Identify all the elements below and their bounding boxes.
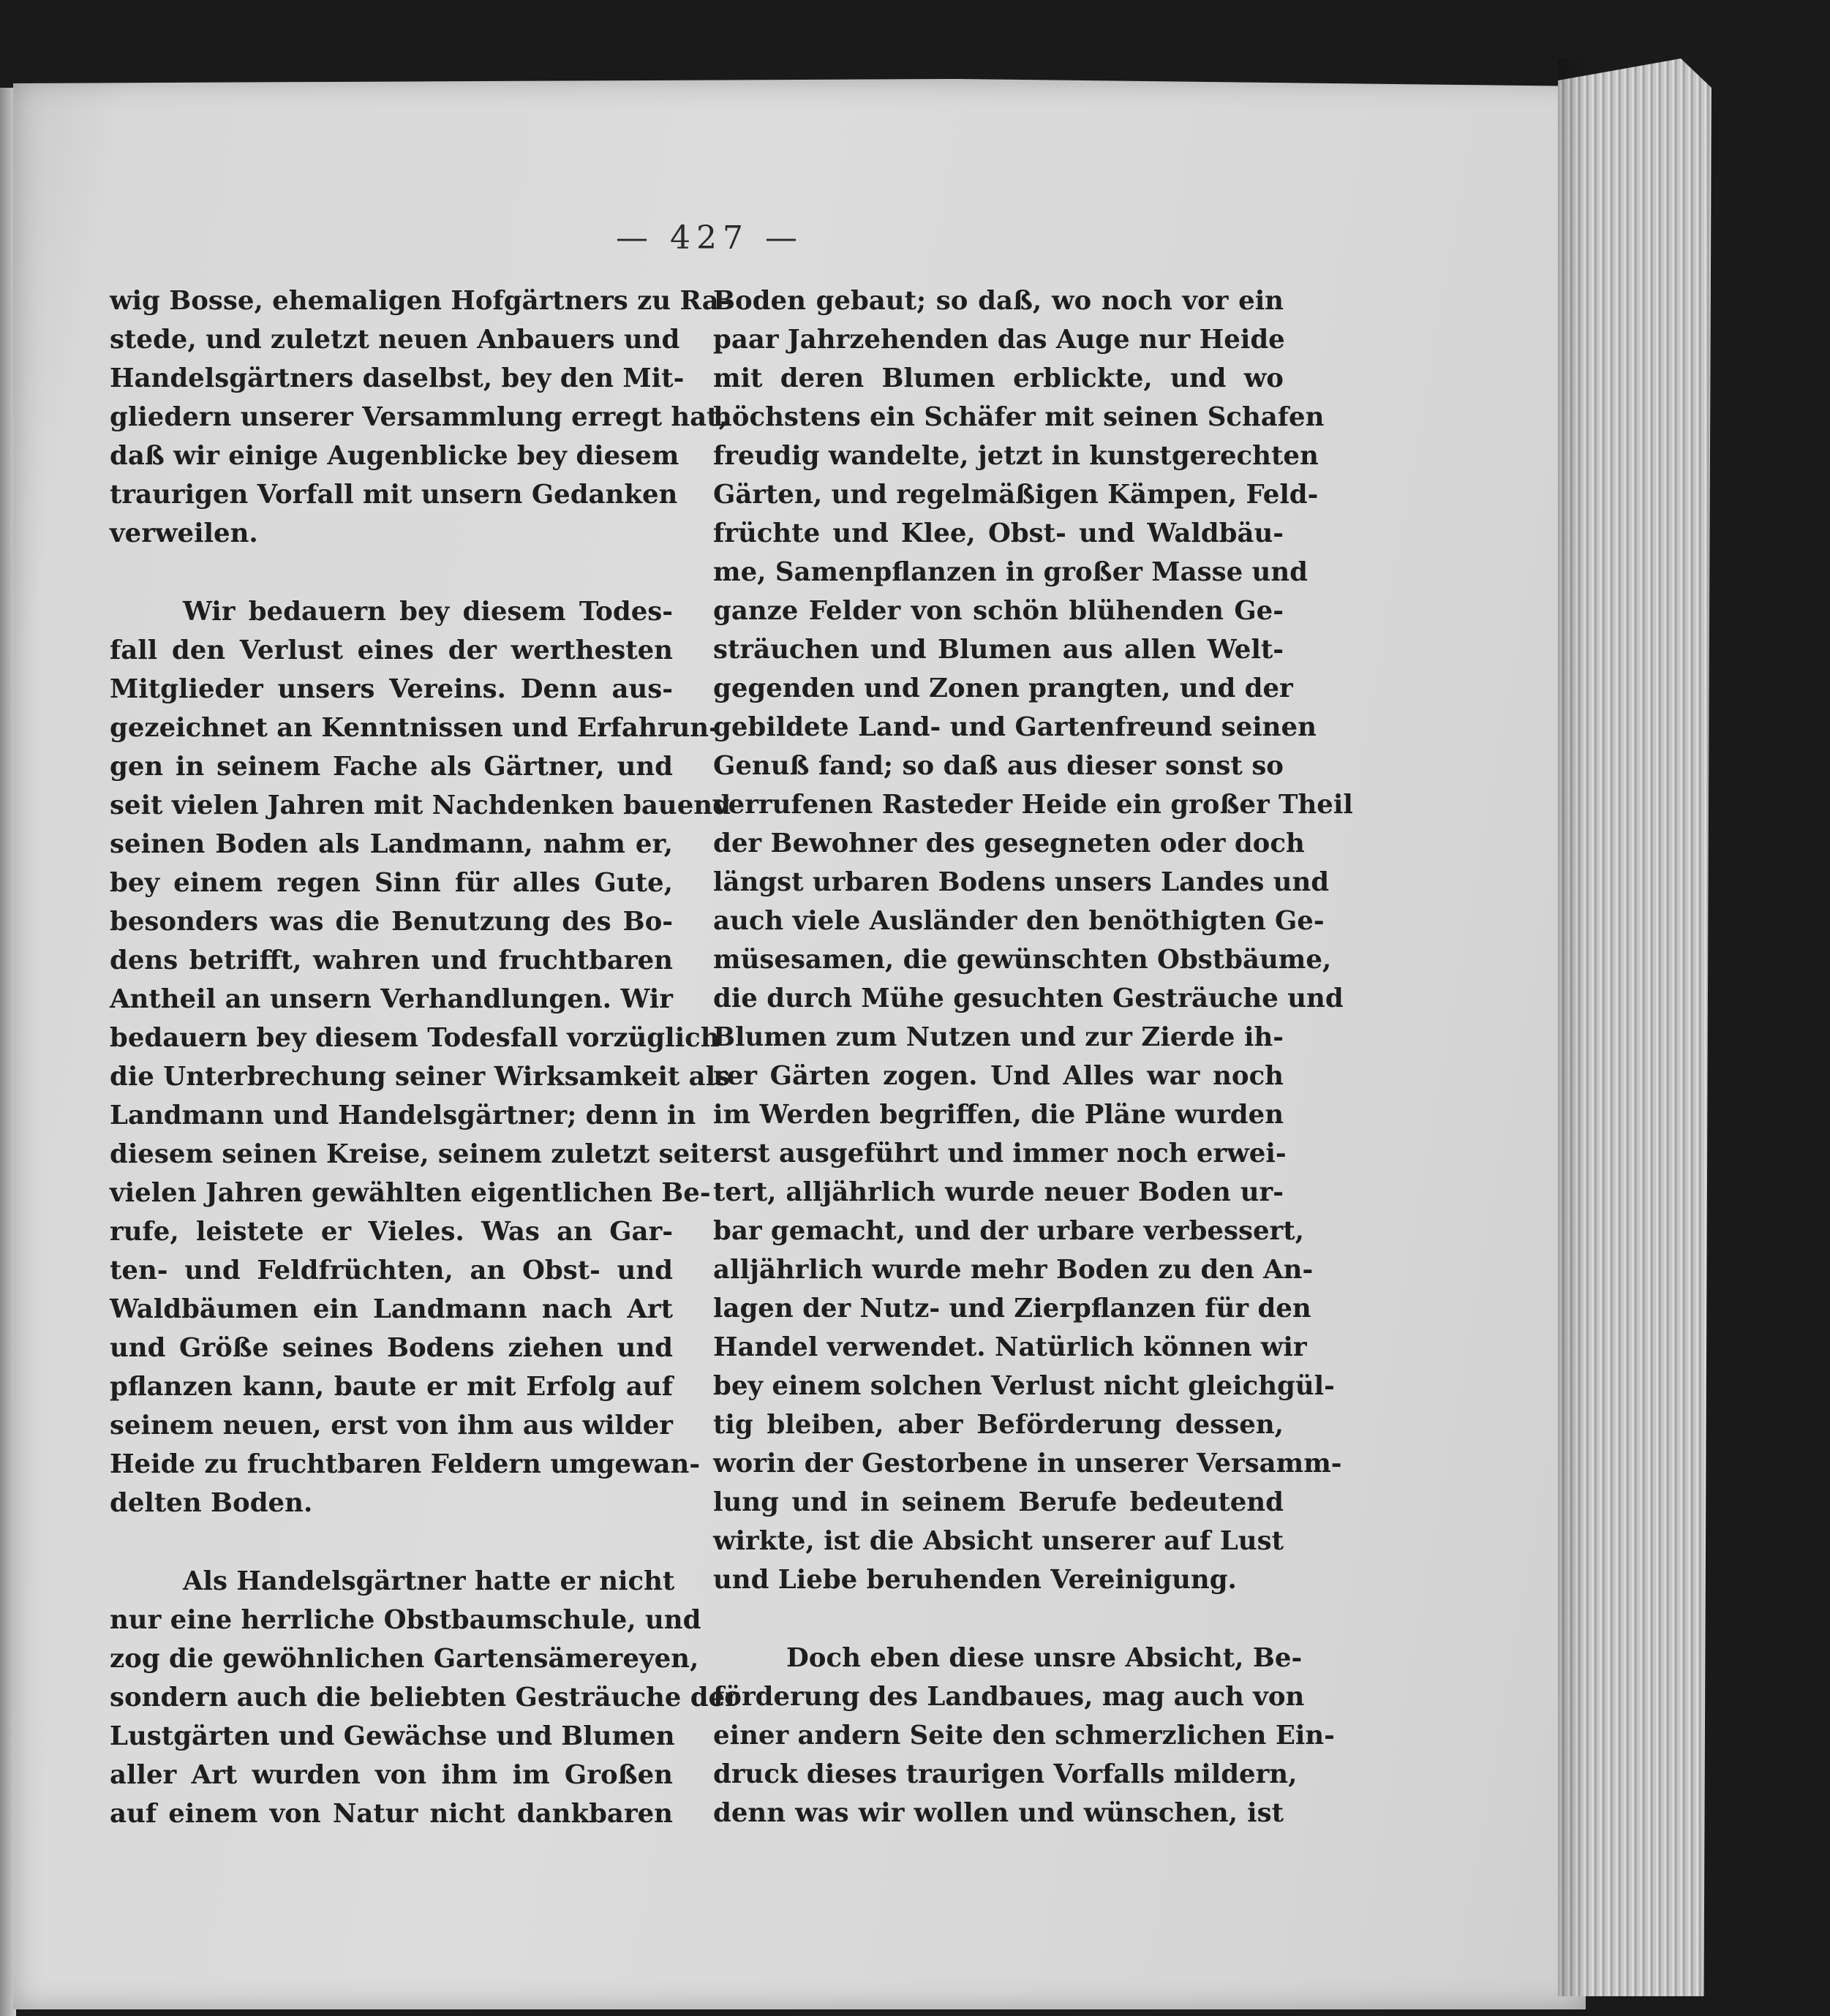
- text-line: gliedern unserer Versammlung erregt hat,: [110, 402, 728, 432]
- text-line: der Bewohner des gesegneten oder doch: [713, 828, 1305, 858]
- text-line: die Unterbrechung seiner Wirksamkeit als: [110, 1062, 731, 1092]
- text-line: zog die gewöhnlichen Gartensämereyen,: [110, 1644, 699, 1674]
- text-line: bey einem regen Sinn für alles Gute,: [110, 868, 673, 898]
- text-line: denn was wir wollen und wünschen, ist: [713, 1798, 1284, 1828]
- text-line: einer andern Seite den schmerzlichen Ein-: [713, 1721, 1335, 1751]
- text-line: worin der Gestorbene in unserer Versamm-: [713, 1449, 1342, 1479]
- text-line: Handel verwendet. Natürlich können wir: [713, 1332, 1307, 1362]
- text-line: freudig wandelte, jetzt in kunstgerechten: [713, 441, 1319, 471]
- text-line: ganze Felder von schön blühenden Ge-: [713, 596, 1284, 626]
- text-line: aller Art wurden von ihm im Großen: [110, 1760, 673, 1790]
- text-line: gegenden und Zonen prangten, und der: [713, 673, 1293, 703]
- text-line: Antheil an unsern Verhandlungen. Wir: [110, 984, 673, 1014]
- text-line: tig bleiben, aber Beförderung dessen,: [713, 1410, 1284, 1440]
- text-line: sondern auch die beliebten Gesträuche der: [110, 1683, 739, 1713]
- text-line: traurigen Vorfall mit unsern Gedanken: [110, 480, 678, 510]
- text-line: wig Bosse, ehemaligen Hofgärtners zu Ra-: [110, 286, 730, 316]
- text-line: tert, alljährlich wurde neuer Boden ur-: [713, 1177, 1284, 1207]
- paragraph-gap: [713, 1599, 1284, 1639]
- text-line: müsesamen, die gewünschten Obstbäume,: [713, 945, 1332, 975]
- text-line: Handelsgärtners daselbst, bey den Mit-: [110, 363, 685, 393]
- page-number-header: — 427 —: [616, 219, 803, 257]
- text-line: längst urbaren Bodens unsers Landes und: [713, 867, 1330, 897]
- text-line: auch viele Ausländer den benöthigten Ge-: [713, 906, 1325, 936]
- text-line: gebildete Land- und Gartenfreund seinen: [713, 712, 1317, 742]
- text-line: Heide zu fruchtbaren Feldern umgewan-: [110, 1449, 701, 1479]
- text-line: vielen Jahren gewählten eigentlichen Be-: [110, 1178, 711, 1208]
- text-line: pflanzen kann, baute er mit Erfolg auf: [110, 1372, 673, 1402]
- text-line: daß wir einige Augenblicke bey diesem: [110, 441, 679, 471]
- text-line: sträuchen und Blumen aus allen Welt-: [713, 635, 1284, 665]
- text-line: erst ausgeführt und immer noch erwei-: [713, 1139, 1287, 1169]
- text-line: seinem neuen, erst von ihm aus wilder: [110, 1411, 673, 1441]
- text-line: Doch eben diese unsre Absicht, Be-: [786, 1643, 1303, 1673]
- text-line: druck dieses traurigen Vorfalls mildern,: [713, 1759, 1298, 1789]
- text-line: gen in seinem Fache als Gärtner, und: [110, 752, 673, 782]
- text-line: bar gemacht, und der urbare verbessert,: [713, 1216, 1305, 1246]
- text-line: Als Handelsgärtner hatte er nicht: [183, 1566, 675, 1596]
- text-line: mit deren Blumen erblickte, und wo: [713, 363, 1284, 393]
- text-column-left: [110, 282, 739, 1833]
- text-line: delten Boden.: [110, 1488, 313, 1518]
- text-line: im Werden begriffen, die Pläne wurden: [713, 1100, 1284, 1130]
- text-line: rufe, leistete er Vieles. Was an Gar-: [110, 1217, 673, 1247]
- text-line: auf einem von Natur nicht dankbaren: [110, 1799, 673, 1829]
- text-line: lagen der Nutz- und Zierpflanzen für den: [713, 1294, 1311, 1324]
- text-line: verrufenen Rasteder Heide ein großer Theil: [713, 790, 1353, 820]
- text-line: Genuß fand; so daß aus dieser sonst so: [713, 751, 1284, 781]
- text-line: bey einem solchen Verlust nicht gleichgül-: [713, 1371, 1335, 1401]
- text-line: dens betrifft, wahren und fruchtbaren: [110, 945, 673, 975]
- text-column-right: [713, 282, 1353, 1832]
- text-line: lung und in seinem Berufe bedeutend: [713, 1487, 1284, 1517]
- text-line: Lustgärten und Gewächse und Blumen: [110, 1721, 675, 1751]
- text-line: Blumen zum Nutzen und zur Zierde ih-: [713, 1022, 1284, 1052]
- text-line: ten- und Feldfrüchten, an Obst- und: [110, 1256, 673, 1286]
- text-line: rer Gärten zogen. Und Alles war noch: [713, 1061, 1284, 1091]
- text-line: Waldbäumen ein Landmann nach Art: [110, 1294, 673, 1324]
- text-line: Boden gebaut; so daß, wo noch vor ein: [713, 286, 1284, 316]
- text-line: besonders was die Benutzung des Bo-: [110, 907, 673, 937]
- text-line: fall den Verlust eines der werthesten: [110, 635, 673, 665]
- text-line: Landmann und Handelsgärtner; denn in: [110, 1101, 696, 1130]
- text-line: Wir bedauern bey diesem Todes-: [183, 597, 673, 627]
- text-line: verweilen.: [110, 518, 258, 548]
- paragraph-gap: [110, 553, 673, 592]
- text-line: förderung des Landbaues, mag auch von: [713, 1682, 1305, 1712]
- text-line: paar Jahrzehenden das Auge nur Heide: [713, 325, 1285, 355]
- text-line: Gärten, und regelmäßigen Kämpen, Feld-: [713, 480, 1319, 510]
- text-line: wirkte, ist die Absicht unserer auf Lust: [713, 1526, 1284, 1556]
- page-gutter-shadow: [1558, 58, 1587, 1996]
- text-line: gezeichnet an Kenntnissen und Erfahrun-: [110, 713, 720, 743]
- text-line: stede, und zuletzt neuen Anbauers und: [110, 325, 680, 355]
- text-line: Mitglieder unsers Vereins. Denn aus-: [110, 674, 673, 704]
- paragraph-gap: [110, 1522, 673, 1562]
- text-line: nur eine herrliche Obstbaumschule, und: [110, 1605, 701, 1635]
- text-line: früchte und Klee, Obst- und Waldbäu-: [713, 518, 1284, 548]
- text-line: seinen Boden als Landmann, nahm er,: [110, 829, 673, 859]
- text-line: die durch Mühe gesuchten Gesträuche und: [713, 984, 1344, 1013]
- text-line: höchstens ein Schäfer mit seinen Schafen: [713, 402, 1325, 432]
- text-line: alljährlich wurde mehr Boden zu den An-: [713, 1255, 1314, 1285]
- text-line: und Größe seines Bodens ziehen und: [110, 1333, 673, 1363]
- text-line: bedauern bey diesem Todesfall vorzüglich: [110, 1023, 720, 1053]
- text-line: diesem seinen Kreise, seinem zuletzt seit: [110, 1139, 712, 1169]
- text-line: me, Samenpflanzen in großer Masse und: [713, 557, 1308, 587]
- text-line: und Liebe beruhenden Vereinigung.: [713, 1565, 1237, 1595]
- text-line: seit vielen Jahren mit Nachdenken bauend: [110, 790, 731, 820]
